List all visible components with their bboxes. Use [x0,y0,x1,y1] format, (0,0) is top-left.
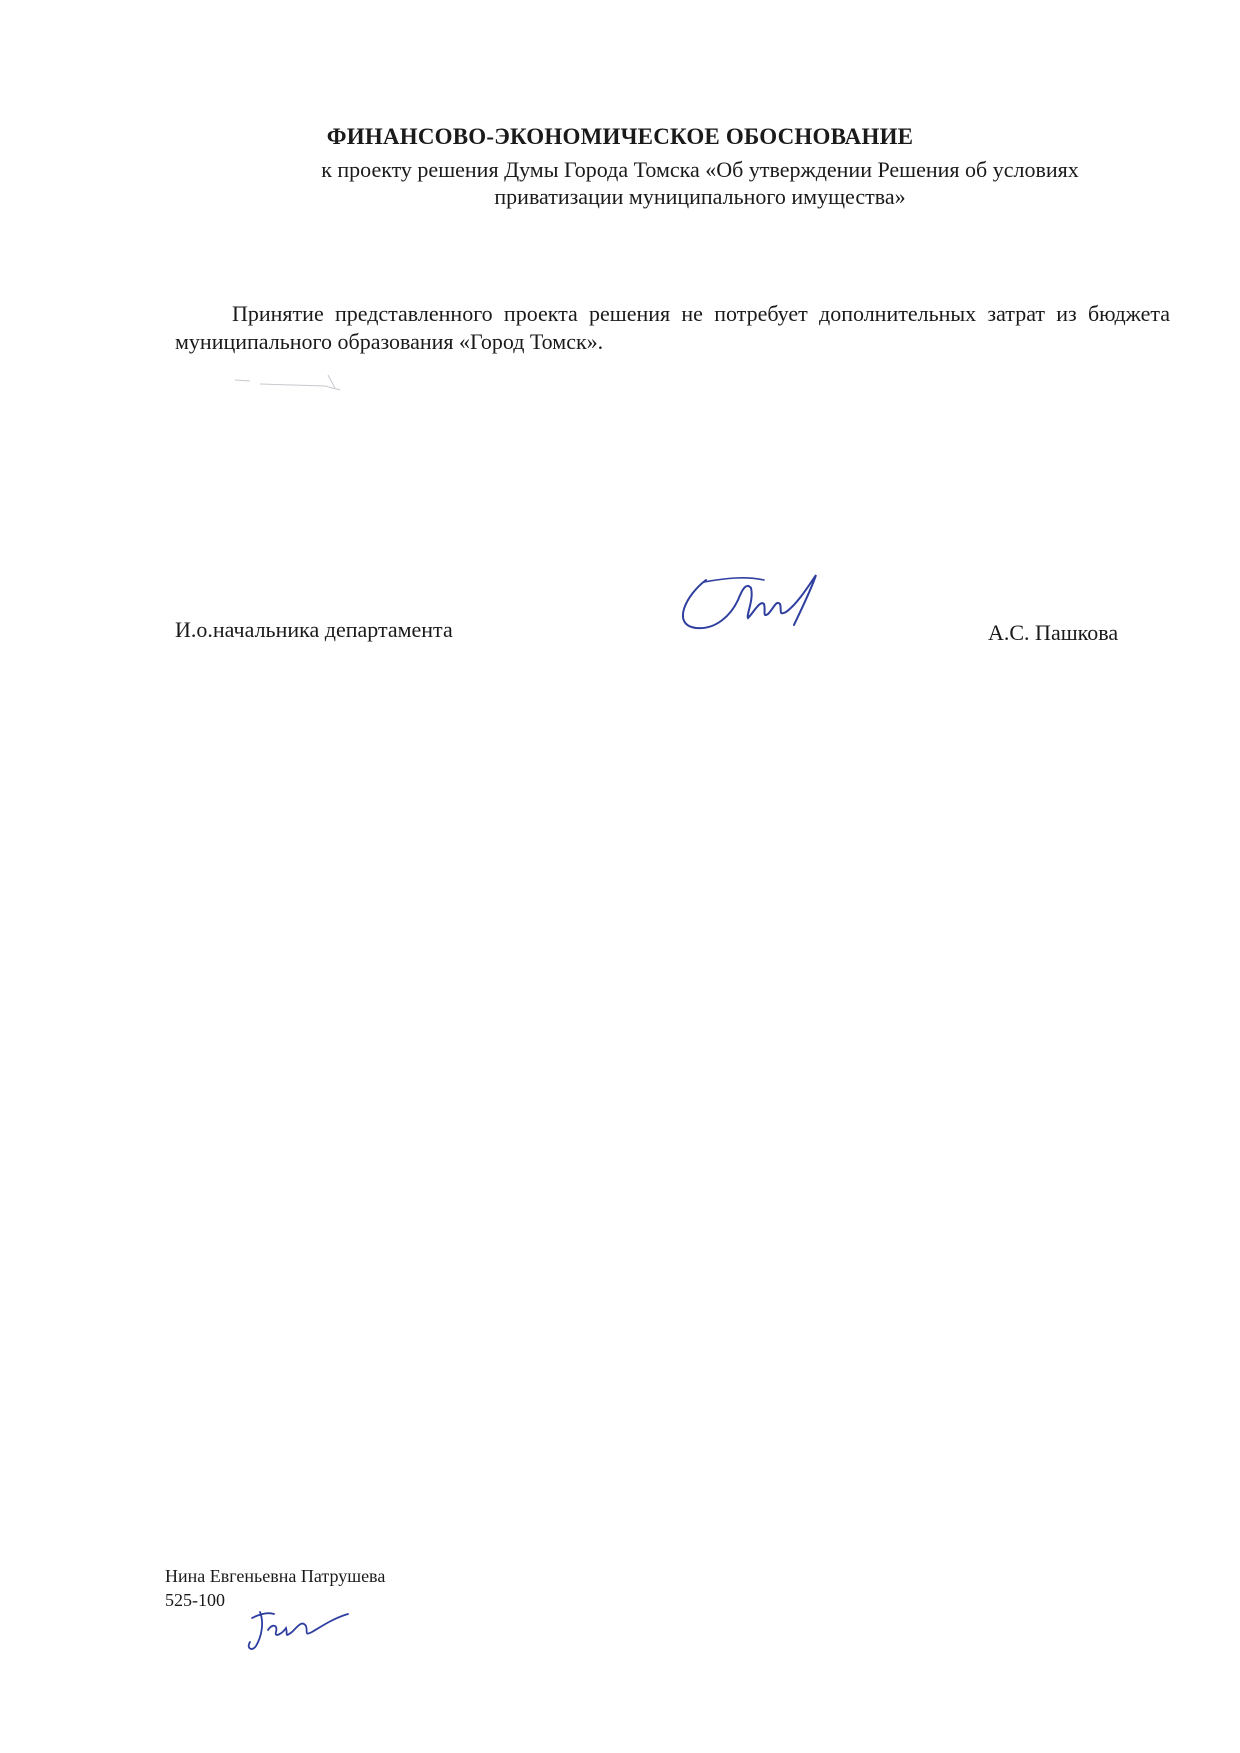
body-paragraph: Принятие представленного проекта решения не потребует дополнительных затрат из бюджета муниципального образования «Город Томск». [175,301,1170,354]
handwritten-initials-icon [238,1600,358,1656]
handwritten-signature-icon [676,570,836,640]
signatory-name: А.С. Пашкова [988,620,1119,645]
executor-phone: 525-100 [165,1590,225,1610]
executor-name: Нина Евгеньевна Патрушева [165,1566,386,1586]
document-subtitle [250,156,1150,210]
subtitle-line-2: приватизации муниципального имущества» [494,184,906,209]
faint-scan-mark [230,370,370,400]
document-title: ФИНАНСОВО-ЭКОНОМИЧЕСКОЕ ОБОСНОВАНИЕ [326,124,914,149]
signatory-position: И.о.начальника департамента [175,617,453,642]
subtitle-line-1: к проекту решения Думы Города Томска «Об утверждении Решения об условиях [321,157,1079,182]
